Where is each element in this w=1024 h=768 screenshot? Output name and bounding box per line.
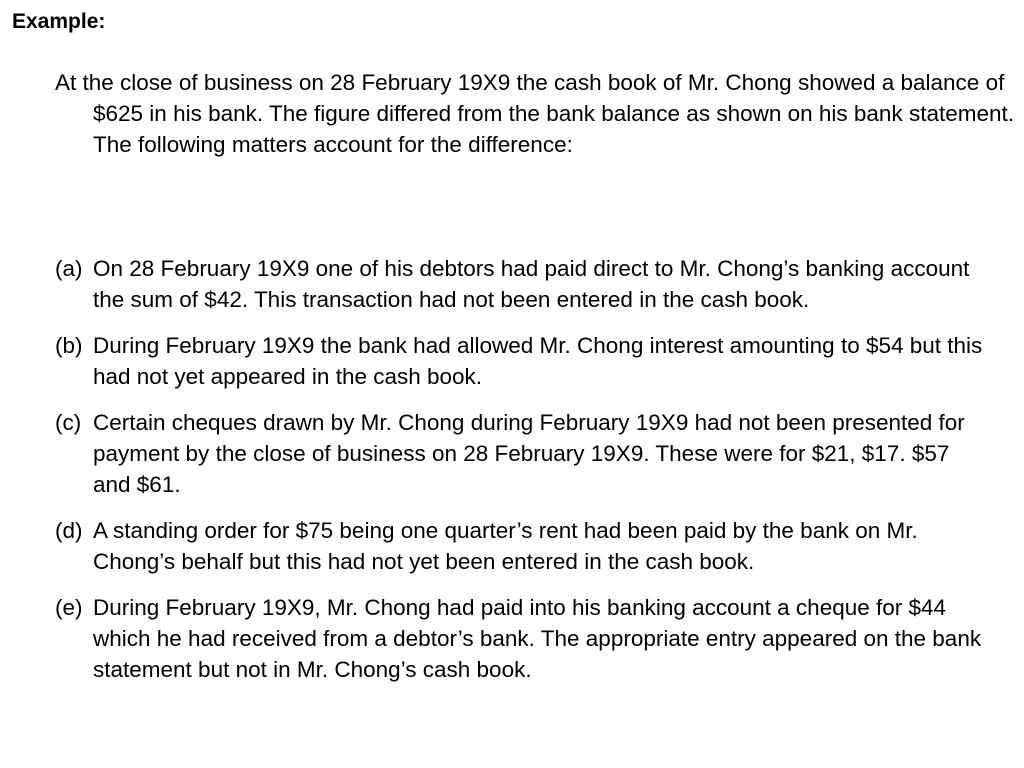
item-marker: (a) [55,256,83,281]
list-item-b [55,330,985,392]
list-item-d [55,515,985,577]
list-item-e [55,592,985,685]
item-text: During February 19X9, Mr. Chong had paid into his banking account a cheque for $44 which he had received from a debtor’s bank. The appropriate entry appeared on the bank statement but not in Mr. Chong’s cash book. [93,595,982,682]
item-text: On 28 February 19X9 one of his debtors had paid direct to Mr. Chong’s banking account the sum of $42. This transaction had not been entered in the cash book. [93,256,970,312]
matters-list [55,253,985,700]
list-item-a [55,253,985,315]
example-heading: Example: [12,10,106,33]
list-item-c [55,407,985,500]
item-marker: (e) [55,595,83,620]
item-marker: (d) [55,518,83,543]
item-marker: (b) [55,333,83,358]
item-text: Certain cheques drawn by Mr. Chong during February 19X9 had not been presented for payment by the close of business on 28 February 19X9. These were for $21, $17. $57 and $61. [93,410,965,497]
item-text: A standing order for $75 being one quarter’s rent had been paid by the bank on Mr. Chong’s behalf but this had not yet been entered in the cash book. [93,518,918,574]
item-marker: (c) [55,410,82,435]
intro-paragraph: At the close of business on 28 February 19X9 the cash book of Mr. Chong showed a balance of $625 in his bank. The figure differed from the bank balance as shown on his bank statement. The following matters account for the difference: [55,70,1014,157]
item-text: During February 19X9 the bank had allowed Mr. Chong interest amounting to $54 but this had not yet appeared in the cash book. [93,333,983,389]
